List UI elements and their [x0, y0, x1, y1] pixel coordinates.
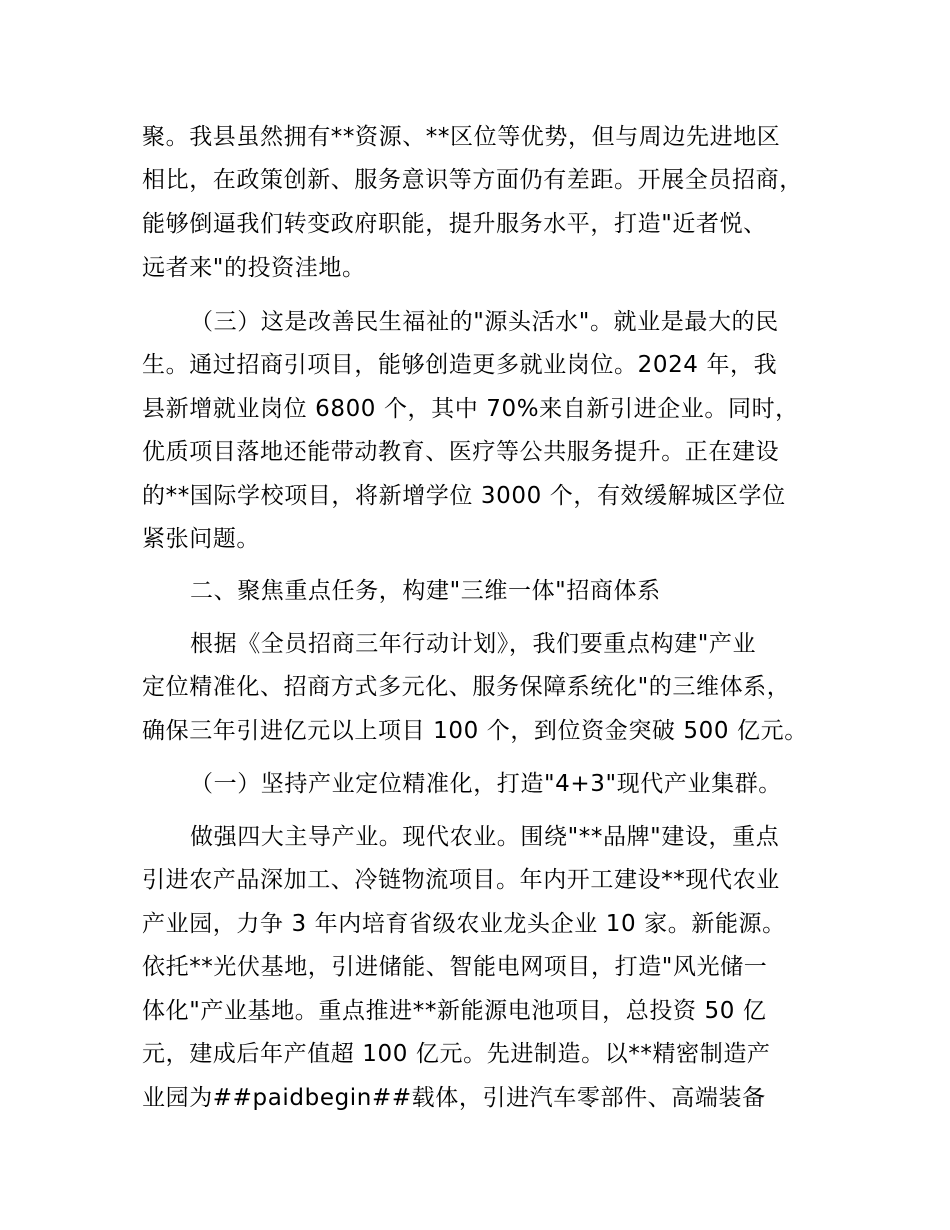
text-line: 定位精准化、招商方式多元化、服务保障系统化"的三维体系，: [142, 674, 791, 700]
subsection-heading: （一）坚持产业定位精准化，打造"4+3"现代产业集群。: [190, 771, 782, 797]
text-line: 做强四大主导产业。现代农业。围绕"**品牌"建设，重点: [190, 824, 780, 850]
text-line: 生。通过招商引项目，能够创造更多就业岗位。2024 年，我: [142, 352, 778, 378]
text-line: 产业园，力争 3 年内培育省级农业龙头企业 10 家。新能源。: [142, 911, 786, 937]
text-line: 能够倒逼我们转变政府职能，提升服务水平，打造"近者悦、: [142, 211, 767, 237]
text-line: 远者来"的投资洼地。: [142, 255, 366, 281]
text-line: 紧张问题。: [142, 526, 260, 552]
text-line: （三）这是改善民生福祉的"源头活水"。就业是最大的民: [190, 309, 779, 335]
text-line: 县新增就业岗位 6800 个，其中 70%来自新引进企业。同时，: [142, 396, 799, 422]
text-line: 确保三年引进亿元以上项目 100 个，到位资金突破 500 亿元。: [142, 718, 808, 744]
text-line: 相比，在政策创新、服务意识等方面仍有差距。开展全员招商，: [142, 167, 803, 193]
text-line: 引进农产品深加工、冷链物流项目。年内开工建设**现代农业: [142, 867, 780, 893]
text-line: 体化"产业基地。重点推进**新能源电池项目，总投资 50 亿: [142, 998, 767, 1024]
text-line: 依托**光伏基地，引进储能、智能电网项目，打造"风光储一: [142, 954, 768, 980]
text-line: 优质项目落地还能带动教育、医疗等公共服务提升。正在建设: [142, 439, 780, 465]
text-line: 元，建成后年产值超 100 亿元。先进制造。以**精密制造产: [142, 1041, 771, 1067]
text-line: 根据《全员招商三年行动计划》，我们要重点构建"产业: [190, 631, 757, 657]
text-line: 聚。我县虽然拥有**资源、**区位等优势，但与周边先进地区: [142, 124, 781, 150]
text-line: 的**国际学校项目，将新增学位 3000 个，有效缓解城区学位: [142, 483, 786, 509]
text-line: 业园为##paidbegin##载体，引进汽车零部件、高端装备: [142, 1085, 766, 1111]
section-heading: 二、聚焦重点任务，构建"三维一体"招商体系: [190, 578, 661, 604]
